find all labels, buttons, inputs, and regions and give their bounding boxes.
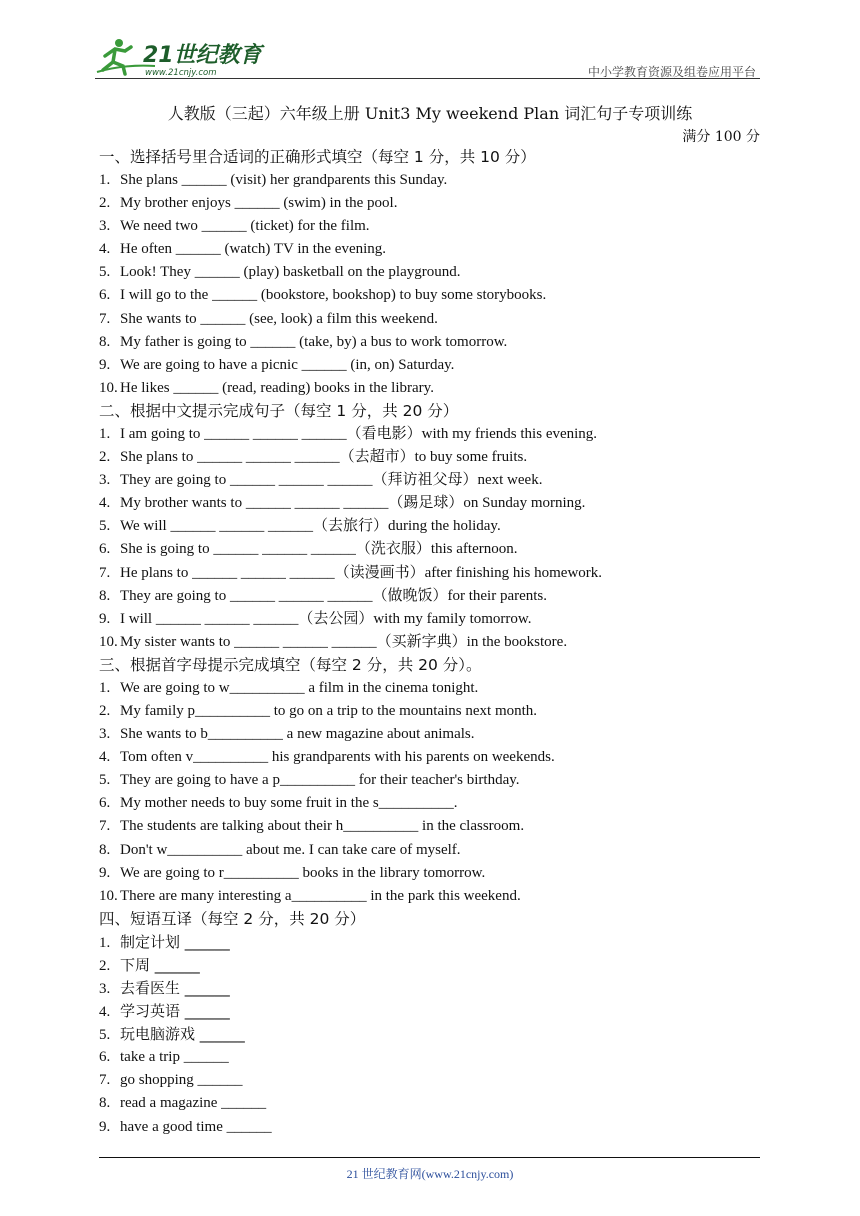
- question-text: go shopping ______: [120, 1072, 243, 1089]
- question-text: They are going to ______ ______ ______（拜访祖父母）next week.: [120, 472, 543, 489]
- question-item: [99, 862, 779, 885]
- question-item: [99, 377, 779, 400]
- question-item: [99, 1092, 779, 1115]
- question-item: [99, 261, 779, 284]
- question-number: 6.: [99, 1049, 111, 1066]
- question-item: [99, 538, 779, 561]
- question-number: 10.: [99, 887, 118, 904]
- question-item: [99, 700, 779, 723]
- footer-divider: [99, 1157, 760, 1158]
- question-item: [99, 446, 779, 469]
- question-text: The students are talking about their h__________ in the classroom.: [120, 818, 525, 835]
- question-text: They are going to ______ ______ ______（做晚饭）for their parents.: [120, 587, 548, 604]
- question-item: [99, 977, 779, 1000]
- question-item: [99, 515, 779, 538]
- question-number: 8.: [99, 1095, 111, 1112]
- question-number: 6.: [99, 287, 111, 304]
- question-item: [99, 631, 779, 654]
- question-item: [99, 284, 779, 307]
- question-number: 5.: [99, 264, 111, 281]
- question-item: [99, 169, 779, 192]
- worksheet-title: 人教版（三起）六年级上册 Unit3 My weekend Plan 词汇句子专项训练: [167, 104, 693, 123]
- question-item: [99, 839, 779, 862]
- question-item: [99, 677, 779, 700]
- question-number: 3.: [99, 981, 111, 997]
- question-text: Look! They ______ (play) basketball on the playground.: [120, 264, 461, 281]
- question-number: 3.: [99, 218, 111, 235]
- question-text: 去看医生 ______: [120, 979, 230, 997]
- question-number: 1.: [99, 425, 111, 442]
- question-item: [99, 192, 779, 215]
- question-number: 10.: [99, 379, 118, 396]
- question-text: We will ______ ______ ______（去旅行）during the holiday.: [120, 518, 501, 535]
- question-text: She wants to b__________ a new magazine about animals.: [120, 726, 475, 743]
- question-number: 4.: [99, 749, 111, 766]
- question-text: My family p__________ to go on a trip to the mountains next month.: [120, 702, 538, 719]
- question-text: My sister wants to ______ ______ ______（买新字典）in the bookstore.: [120, 633, 568, 650]
- question-text: There are many interesting a__________ in the park this weekend.: [120, 887, 521, 904]
- question-item: [99, 931, 779, 954]
- question-text: 下周 ______: [120, 955, 200, 974]
- logo-21cnjy: [95, 36, 265, 78]
- question-text: Don't w__________ about me. I can take care of myself.: [120, 841, 461, 858]
- section-title: 三、根据首字母提示完成填空（每空 2 分，共 20 分）。: [99, 655, 482, 674]
- question-text: I will ______ ______ ______（去公园）with my family tomorrow.: [120, 610, 532, 627]
- question-text: We need two ______ (ticket) for the film.: [120, 218, 370, 235]
- question-text: read a magazine ______: [120, 1095, 267, 1112]
- question-number: 5.: [99, 1027, 111, 1044]
- question-number: 7.: [99, 310, 111, 327]
- header-divider: [95, 78, 760, 79]
- question-number: 4.: [99, 1004, 111, 1021]
- question-number: 6.: [99, 795, 111, 812]
- question-item: [99, 608, 779, 631]
- question-text: We are going to w__________ a film in the cinema tonight.: [120, 679, 479, 696]
- question-item: [99, 815, 779, 838]
- question-item: [99, 354, 779, 377]
- logo-url: www.21cnjy.com: [145, 68, 217, 78]
- question-number: 9.: [99, 864, 111, 881]
- question-text: He plans to ______ ______ ______（读漫画书）after finishing his homework.: [120, 564, 603, 581]
- question-item: [99, 238, 779, 261]
- section-title: 一、选择括号里合适词的正确形式填空（每空 1 分，共 10 分）: [99, 148, 536, 166]
- question-text: She plans to ______ ______ ______（去超市）to buy some fruits.: [120, 449, 528, 466]
- question-text: have a good time ______: [120, 1118, 272, 1135]
- question-item: [99, 215, 779, 238]
- question-number: 2.: [99, 449, 111, 466]
- question-number: 2.: [99, 195, 111, 212]
- question-number: 8.: [99, 841, 111, 858]
- question-item: [99, 308, 779, 331]
- question-text: My brother enjoys ______ (swim) in the pool.: [120, 195, 398, 212]
- question-number: 7.: [99, 1072, 111, 1089]
- question-number: 1.: [99, 172, 111, 188]
- question-number: 5.: [99, 518, 111, 535]
- question-number: 9.: [99, 1118, 111, 1135]
- question-item: [99, 1046, 779, 1069]
- question-number: 2.: [99, 702, 111, 719]
- question-text: She wants to ______ (see, look) a film this weekend.: [120, 310, 438, 327]
- question-item: [99, 469, 779, 492]
- question-item: [99, 769, 779, 792]
- page-header: [95, 30, 760, 80]
- question-text: 学习英语 ______: [120, 1002, 230, 1021]
- question-item: [99, 331, 779, 354]
- full-score: 满分 100 分: [682, 129, 760, 145]
- question-text: I will go to the ______ (bookstore, bookshop) to buy some storybooks.: [120, 287, 547, 304]
- question-text: He often ______ (watch) TV in the evening.: [120, 241, 387, 258]
- question-number: 9.: [99, 610, 111, 627]
- question-item: [99, 1069, 779, 1092]
- question-item: [99, 885, 779, 908]
- question-number: 10.: [99, 633, 118, 650]
- question-number: 6.: [99, 541, 111, 558]
- section-title: 四、短语互译（每空 2 分，共 20 分）: [99, 909, 366, 928]
- question-item: [99, 723, 779, 746]
- question-text: They are going to have a p__________ for their teacher's birthday.: [120, 772, 520, 789]
- question-item: [99, 585, 779, 608]
- section-title: 二、根据中文提示完成句子（每空 1 分，共 20 分）: [99, 401, 459, 420]
- question-number: 8.: [99, 587, 111, 604]
- question-text: My brother wants to ______ ______ ______（踢足球）on Sunday morning.: [120, 495, 586, 512]
- question-item: [99, 746, 779, 769]
- logo-text: 21世纪教育: [143, 43, 262, 68]
- question-item: [99, 954, 779, 977]
- question-number: 4.: [99, 241, 111, 258]
- question-item: [99, 562, 779, 585]
- question-text: We are going to r__________ books in the library tomorrow.: [120, 864, 486, 881]
- footer-text: 21 世纪教育网(www.21cnjy.com): [346, 1167, 514, 1181]
- question-text: My father is going to ______ (take, by) a bus to work tomorrow.: [120, 333, 508, 350]
- question-text: She plans ______ (visit) her grandparents this Sunday.: [120, 172, 448, 188]
- question-text: Tom often v__________ his grandparents with his parents on weekends.: [120, 749, 555, 766]
- question-text: My mother needs to buy some fruit in the s__________.: [120, 795, 458, 812]
- question-number: 1.: [99, 934, 111, 951]
- question-number: 4.: [99, 495, 111, 512]
- question-item: [99, 423, 779, 446]
- question-number: 7.: [99, 818, 111, 835]
- question-number: 2.: [99, 957, 111, 974]
- question-text: She is going to ______ ______ ______（洗衣服）this afternoon.: [120, 541, 518, 558]
- question-item: [99, 792, 779, 815]
- question-number: 9.: [99, 356, 111, 373]
- question-number: 5.: [99, 772, 111, 789]
- question-number: 3.: [99, 472, 111, 489]
- question-text: take a trip ______: [120, 1049, 229, 1066]
- question-item: [99, 1116, 779, 1139]
- question-number: 8.: [99, 333, 111, 350]
- question-text: He likes ______ (read, reading) books in the library.: [120, 379, 434, 396]
- question-item: [99, 1000, 779, 1023]
- worksheet-content: [99, 146, 779, 1139]
- question-number: 3.: [99, 726, 111, 743]
- question-text: We are going to have a picnic ______ (in, on) Saturday.: [120, 356, 455, 373]
- question-number: 1.: [99, 679, 111, 696]
- question-text: I am going to ______ ______ ______（看电影）with my friends this evening.: [120, 425, 598, 442]
- question-item: [99, 1023, 779, 1046]
- header-platform-text: 中小学教育资源及组卷应用平台: [587, 65, 756, 79]
- question-item: [99, 492, 779, 515]
- question-text: 制定计划 ______: [120, 932, 230, 951]
- question-number: 7.: [99, 564, 111, 581]
- question-text: 玩电脑游戏 ______: [120, 1025, 245, 1044]
